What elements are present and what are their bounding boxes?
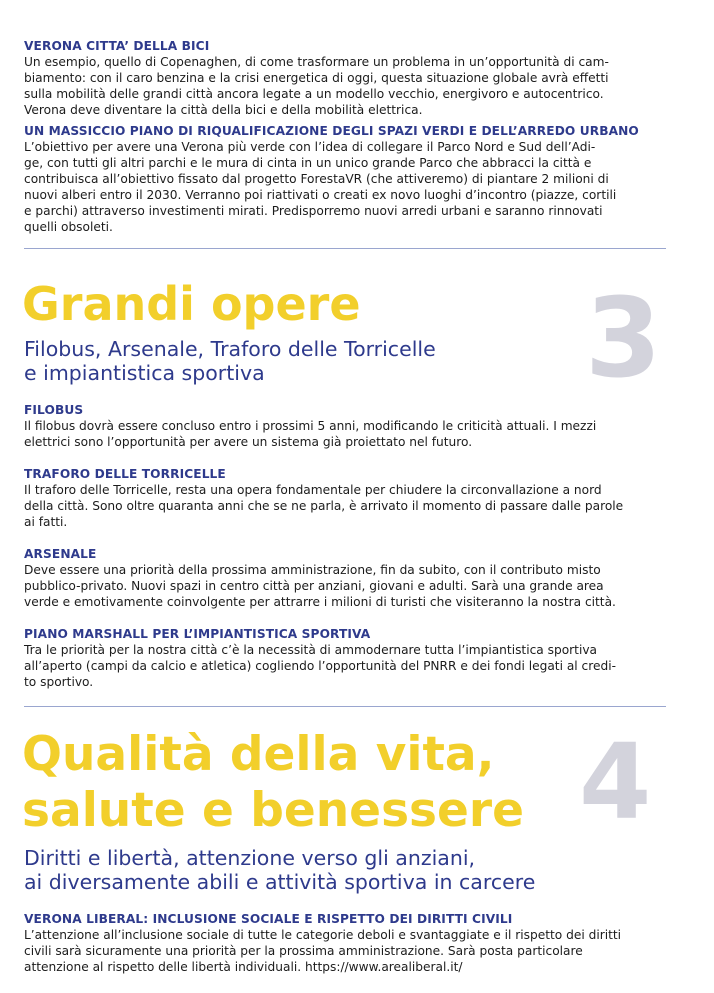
paragraph-line: civili sarà sicuramente una priorità per la prossima amministrazione. Sarà posta particolare: [24, 944, 583, 959]
section-verona-bici: [24, 39, 674, 118]
paragraph: [24, 54, 674, 118]
item-filobus: [24, 403, 674, 450]
paragraph-line: Tra le priorità per la nostra città c’è la necessità di ammodernare tutta l’impiantistica sportiva: [24, 643, 598, 657]
paragraph-line: [24, 959, 674, 975]
section-subtitle: [24, 337, 436, 385]
paragraph-line: ge, con tutti gli altri parchi e le mura di cinta in un unico grande Parco che abbracci la città e: [24, 156, 592, 171]
section-spazi-verdi: [24, 124, 674, 236]
section-heading: VERONA CITTA’ DELLA BICI: [24, 39, 210, 53]
paragraph-line: all’aperto (campi da calcio e atletica) cogliendo l’opportunità del PNRR e dei fondi legati al credi-: [24, 659, 617, 674]
paragraph: [24, 418, 674, 450]
paragraph-line: sulla mobilità delle grandi città ancora legate a un modello vecchio, energivoro e autocentrico.: [24, 87, 604, 102]
paragraph-line: della città. Sono oltre quaranta anni che se ne parla, è arrivato il momento di passare dalle parole: [24, 499, 624, 514]
section-subtitle: [24, 846, 535, 894]
link-text[interactable]: attenzione al rispetto delle libertà individuali. https://www.arealiberal.it/: [24, 960, 463, 975]
subtitle-line: Filobus, Arsenale, Traforo delle Torricelle: [24, 337, 436, 361]
paragraph-line: Verona deve diventare la città della bici e della mobilità elettrica.: [24, 103, 423, 118]
subtitle-line: ai diversamente abili e attività sportiva in carcere: [24, 870, 536, 894]
subtitle-line: e impiantistica sportiva: [24, 361, 265, 385]
paragraph-line: Il traforo delle Torricelle, resta una opera fondamentale per chiudere la circonvallazione a nord: [24, 483, 602, 497]
paragraph-line: L’obiettivo per avere una Verona più verde con l’idea di collegare il Parco Nord e Sud dell’Adi-: [24, 140, 596, 154]
title-line: salute e benessere: [22, 783, 524, 838]
item-heading: TRAFORO DELLE TORRICELLE: [24, 467, 226, 481]
paragraph-line: L’attenzione all’inclusione sociale di tutte le categorie deboli e svantaggiate e il rispetto dei diritti: [24, 928, 622, 942]
paragraph-line: Deve essere una priorità della prossima amministrazione, fin da subito, con il contributo misto: [24, 563, 601, 577]
paragraph-line: to sportivo.: [24, 675, 94, 690]
paragraph-line: pubblico-privato. Nuovi spazi in centro città per anziani, giovani e adulti. Sarà una grande area: [24, 579, 604, 594]
paragraph-line: quelli obsoleti.: [24, 220, 113, 235]
title-line: Qualità della vita,: [22, 727, 495, 782]
paragraph: [24, 642, 674, 690]
paragraph: [24, 139, 674, 236]
section-number: 3: [585, 274, 662, 402]
paragraph-line: e parchi) attraverso investimenti mirati. Predisporremo nuovi arredi urbani e saranno rinnovati: [24, 204, 603, 219]
paragraph: [24, 927, 674, 975]
subtitle-line: Diritti e libertà, attenzione verso gli anziani,: [24, 846, 476, 870]
section-heading: UN MASSICCIO PIANO DI RIQUALIFICAZIONE DEGLI SPAZI VERDI E DELL’ARREDO URBANO: [24, 124, 639, 138]
divider: [24, 706, 666, 707]
item-heading: ARSENALE: [24, 547, 97, 561]
item-piano-marshall: [24, 627, 674, 690]
paragraph-line: Un esempio, quello di Copenaghen, di come trasformare un problema in un’opportunità di cam-: [24, 55, 609, 69]
paragraph-line: ai fatti.: [24, 515, 68, 530]
paragraph-line: nuovi alberi entro il 2030. Verranno poi riattivati o creati ex novo luoghi d’incontro (piazze, cortili: [24, 188, 617, 203]
paragraph-line: biamento: con il caro benzina e la crisi energetica di oggi, questa situazione globale avrà effetti: [24, 71, 609, 86]
paragraph-line: elettrici sono l’opportunità per avere un sistema già proiettato nel futuro.: [24, 435, 473, 450]
item-verona-liberal: [24, 912, 674, 975]
item-arsenale: [24, 547, 674, 610]
section-title: [22, 727, 524, 839]
divider: [24, 248, 666, 249]
paragraph-line: verde e emotivamente coinvolgente per attrarre i milioni di turisti che visiteranno la nostra città.: [24, 595, 616, 610]
item-heading: FILOBUS: [24, 403, 84, 417]
paragraph: [24, 562, 674, 610]
section-title: Grandi opere: [22, 277, 361, 331]
item-heading: PIANO MARSHALL PER L’IMPIANTISTICA SPORTIVA: [24, 627, 371, 641]
paragraph: [24, 482, 674, 530]
section-number: 4: [579, 721, 652, 843]
paragraph-line: contribuisca all’obiettivo fissato dal progetto ForestaVR (che attiveremo) di piantare 2 milioni di: [24, 172, 609, 187]
paragraph-line: Il filobus dovrà essere concluso entro i prossimi 5 anni, modificando le criticità attuali. I mezzi: [24, 419, 597, 433]
item-heading: VERONA LIBERAL: INCLUSIONE SOCIALE E RISPETTO DEI DIRITTI CIVILI: [24, 912, 513, 926]
item-traforo: [24, 467, 674, 530]
